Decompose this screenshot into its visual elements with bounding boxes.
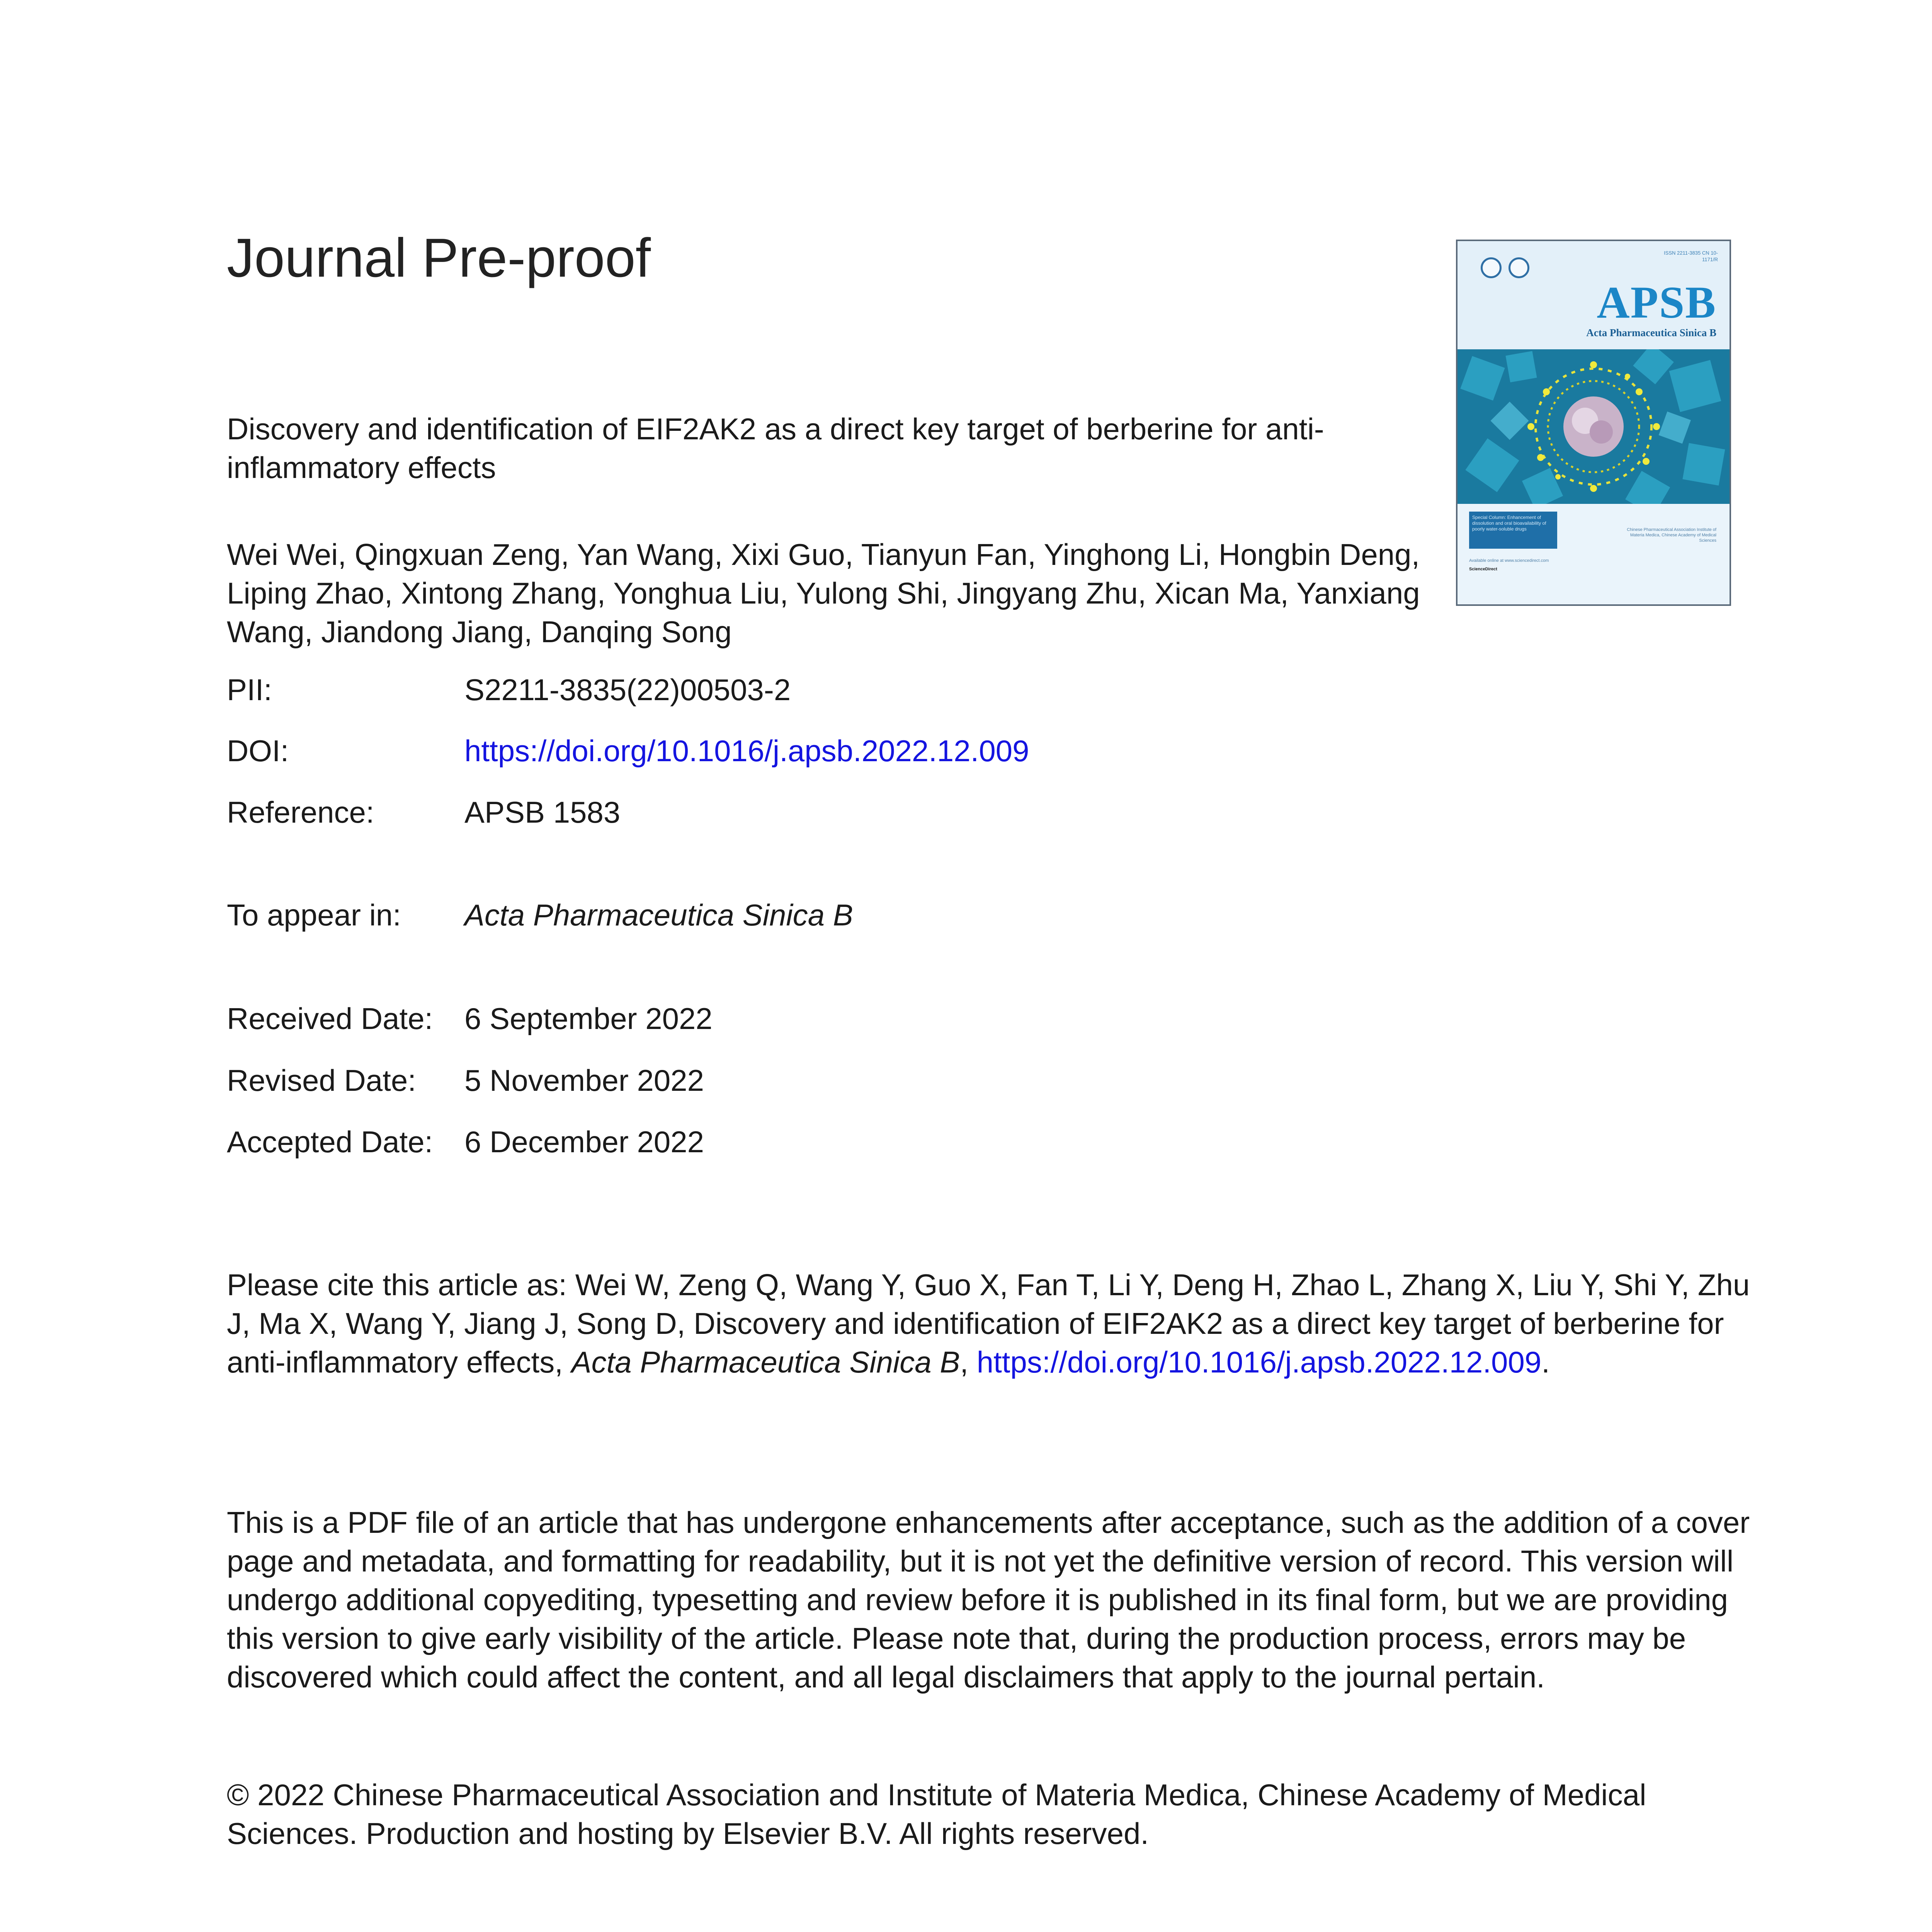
doi-link[interactable]: https://doi.org/10.1016/j.apsb.2022.12.009 [464,734,1029,768]
institute-logo-icon [1509,257,1529,278]
received-date-value: 6 September 2022 [464,1002,713,1036]
pii-value: S2211-3835(22)00503-2 [464,673,791,707]
cover-acronym: APSB [1597,277,1716,328]
cover-footer [1458,504,1730,606]
journal-preproof-heading: Journal Pre-proof [227,227,651,289]
cover-issn: ISSN 2211-3835 CN 10-1171/R [1664,250,1718,262]
accepted-date-value: 6 December 2022 [464,1125,704,1159]
revised-date-value: 5 November 2022 [464,1063,704,1097]
citation-suffix: . [1541,1345,1550,1379]
citation-journal: Acta Pharmaceutica Sinica B [571,1345,960,1379]
appear-in-journal: Acta Pharmaceutica Sinica B [464,898,853,932]
revised-date-label: Revised Date: [227,1063,416,1097]
received-date-label: Received Date: [227,1002,433,1036]
cover-journal-name: Acta Pharmaceutica Sinica B [1586,327,1716,338]
citation-paragraph [227,1265,1753,1381]
citation-doi-link[interactable]: https://doi.org/10.1016/j.apsb.2022.12.009 [976,1345,1542,1379]
cover-publishers: Chinese Pharmaceutical Association Institute of Materia Medica, Chinese Academy of Medical Sciences [1627,527,1716,543]
association-logo-icon [1481,257,1502,278]
accepted-date-label: Accepted Date: [227,1125,433,1159]
copyright-notice: © 2022 Chinese Pharmaceutical Association and Institute of Materia Medica, Chinese Academy of Medical Sciences. Production and hosting by Elsevier B.V. All rights reserved. [227,1778,1646,1850]
molecule-illustration [1458,349,1730,504]
cover-header [1458,241,1730,349]
molecular-artwork [1458,349,1730,504]
appear-in-label: To appear in: [227,898,401,932]
citation-separator: , [960,1345,977,1379]
cover-special-column: Special Column: Enhancement of dissolution and oral bioavailability of poorly water-soluble drugs [1469,512,1557,549]
reference-value: APSB 1583 [464,795,621,829]
disclaimer-paragraph: This is a PDF file of an article that has undergone enhancements after acceptance, such as the addition of a cover page and metadata, and formatting for readability, but it is not yet the definitive version of record. This version will undergo additional copyediting, typesetting and review before it is published in its final form, but we are providing this version to give early visibility of the article. Please note that, during the production process, errors may be discovered which could affect the content, and all legal disclaimers that apply to the journal pertain. [227,1505,1750,1694]
journal-cover-image [1456,240,1731,606]
cover-available-online: Available online at www.sciencedirect.com [1469,558,1549,563]
author-list: Wei Wei, Qingxuan Zeng, Yan Wang, Xixi Guo, Tianyun Fan, Yinghong Li, Hongbin Deng, Liping Zhao, Xintong Zhang, Yonghua Liu, Yulong Shi, Jingyang Zhu, Xican Ma, Yanxiang Wang, Jiandong Jiang, Danqing Song [227,537,1420,649]
cover-sciencedirect: ScienceDirect [1469,567,1497,571]
reference-label: Reference: [227,795,374,829]
pii-label: PII: [227,673,272,707]
citation-text: Please cite this article as: Wei W, Zeng Q, Wang Y, Guo X, Fan T, Li Y, Deng H, Zhao L, Zhang X, Liu Y, Shi Y, Zhu J, Ma X, Wang Y, Jiang J, Song D, Discovery and identification of EIF2AK2 as a direct key target of berberine for anti-inflammatory effects, [227,1268,1750,1379]
doi-label: DOI: [227,734,289,768]
article-title: Discovery and identification of EIF2AK2 as a direct key target of berberine for anti-inflammatory effects [227,412,1324,485]
